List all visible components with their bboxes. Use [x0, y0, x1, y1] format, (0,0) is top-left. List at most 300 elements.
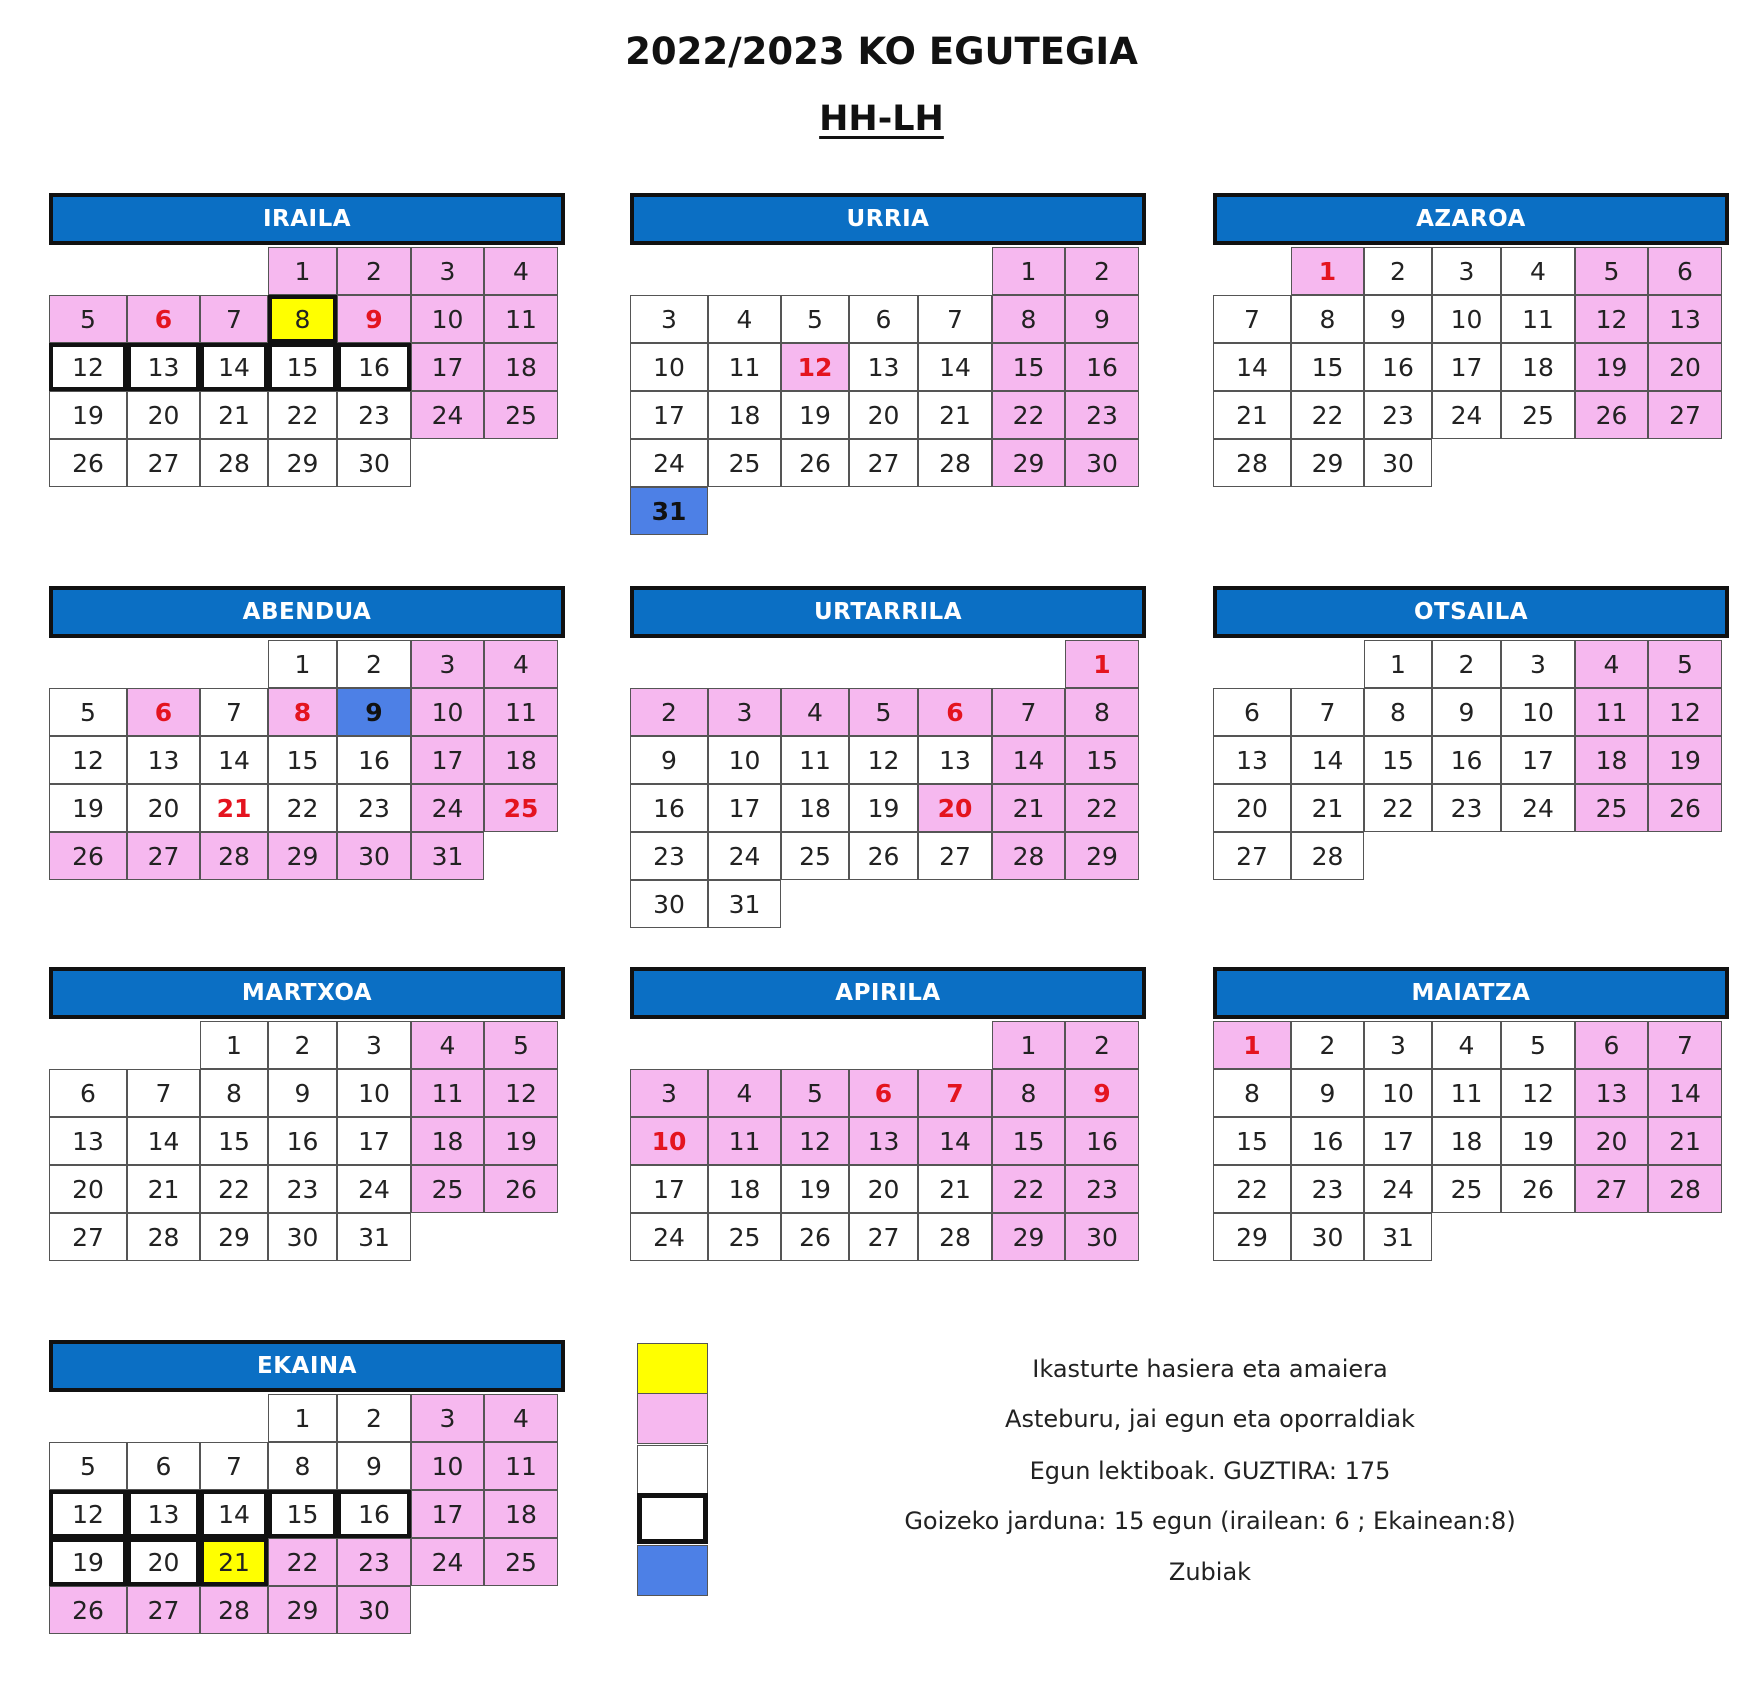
day-cell: 22 — [268, 391, 337, 439]
day-cell: 12 — [1575, 295, 1648, 343]
day-cell: 18 — [1432, 1117, 1501, 1165]
day-cell: 12 — [49, 343, 127, 391]
day-cell: 6 — [49, 1069, 127, 1117]
day-cell: 15 — [1364, 736, 1432, 784]
day-cell: 12 — [1501, 1069, 1575, 1117]
day-cell: 15 — [1065, 736, 1139, 784]
day-cell: 28 — [1291, 832, 1364, 880]
day-cell: 15 — [1213, 1117, 1291, 1165]
day-cell: 8 — [268, 295, 337, 343]
day-cell: 7 — [992, 688, 1065, 736]
month-azaroa — [1213, 193, 1729, 478]
day-cell: 20 — [127, 784, 200, 832]
day-cell: 19 — [484, 1117, 558, 1165]
day-cell: 16 — [630, 784, 708, 832]
day-cell: 7 — [200, 295, 268, 343]
day-cell: 17 — [411, 343, 484, 391]
day-cell: 23 — [1364, 391, 1432, 439]
month-iraila — [49, 193, 565, 478]
day-cell: 9 — [630, 736, 708, 784]
day-cell: 16 — [1065, 1117, 1139, 1165]
legend-text-pink: Asteburu, jai egun eta oporraldiak — [1005, 1405, 1415, 1433]
day-cell: 27 — [127, 832, 200, 880]
day-cell: 29 — [992, 439, 1065, 487]
day-cell: 28 — [1648, 1165, 1722, 1213]
day-cell: 16 — [1432, 736, 1501, 784]
day-cell: 25 — [1501, 391, 1575, 439]
day-cell: 6 — [127, 1442, 200, 1490]
month-header: EKAINA — [49, 1340, 565, 1392]
legend-swatch-blue — [637, 1545, 708, 1596]
day-cell: 1 — [1213, 1021, 1291, 1069]
day-cell: 29 — [1291, 439, 1364, 487]
day-cell: 27 — [1648, 391, 1722, 439]
day-cell: 11 — [484, 688, 558, 736]
legend-text-yellow: Ikasturte hasiera eta amaiera — [1032, 1355, 1388, 1383]
day-cell: 3 — [630, 1069, 708, 1117]
day-cell: 21 — [1213, 391, 1291, 439]
day-cell: 5 — [49, 1442, 127, 1490]
day-cell: 3 — [411, 640, 484, 688]
day-cell: 7 — [918, 1069, 992, 1117]
day-cell: 21 — [918, 1165, 992, 1213]
day-cell: 17 — [411, 736, 484, 784]
day-cell: 5 — [484, 1021, 558, 1069]
day-cell: 10 — [411, 295, 484, 343]
day-cell: 25 — [781, 832, 849, 880]
day-cell: 11 — [708, 1117, 781, 1165]
day-cell: 16 — [337, 736, 411, 784]
day-cell: 9 — [1432, 688, 1501, 736]
day-cell: 2 — [1364, 247, 1432, 295]
day-cell: 14 — [200, 736, 268, 784]
day-cell: 20 — [49, 1165, 127, 1213]
day-cell: 5 — [1501, 1021, 1575, 1069]
day-cell: 19 — [781, 1165, 849, 1213]
day-cell: 26 — [1648, 784, 1722, 832]
day-cell: 7 — [200, 688, 268, 736]
day-cell: 27 — [918, 832, 992, 880]
day-cell: 27 — [1575, 1165, 1648, 1213]
day-cell: 7 — [127, 1069, 200, 1117]
day-cell: 25 — [1432, 1165, 1501, 1213]
day-cell: 19 — [849, 784, 918, 832]
day-cell: 4 — [708, 1069, 781, 1117]
day-cell: 23 — [337, 1538, 411, 1586]
day-cell: 10 — [630, 343, 708, 391]
day-cell: 20 — [1213, 784, 1291, 832]
day-cell: 27 — [849, 1213, 918, 1261]
day-cell: 9 — [337, 688, 411, 736]
day-cell: 30 — [337, 1586, 411, 1634]
day-cell: 6 — [127, 295, 200, 343]
day-cell: 26 — [1575, 391, 1648, 439]
day-cell: 23 — [1432, 784, 1501, 832]
day-cell: 25 — [484, 784, 558, 832]
day-cell: 24 — [411, 784, 484, 832]
day-cell: 30 — [1291, 1213, 1364, 1261]
day-cell: 22 — [1291, 391, 1364, 439]
day-cell: 25 — [708, 439, 781, 487]
day-cell: 24 — [630, 439, 708, 487]
day-cell: 15 — [268, 343, 337, 391]
page-subtitle: HH-LH — [819, 99, 944, 139]
day-cell: 31 — [708, 880, 781, 928]
day-cell: 11 — [1432, 1069, 1501, 1117]
day-cell: 9 — [1291, 1069, 1364, 1117]
day-cell: 15 — [268, 736, 337, 784]
day-cell: 2 — [630, 688, 708, 736]
day-cell: 16 — [268, 1117, 337, 1165]
day-cell: 5 — [781, 295, 849, 343]
day-cell: 8 — [268, 688, 337, 736]
day-cell: 1 — [268, 1394, 337, 1442]
day-cell: 14 — [200, 343, 268, 391]
day-cell: 3 — [630, 295, 708, 343]
day-cell: 10 — [1501, 688, 1575, 736]
day-cell: 27 — [1213, 832, 1291, 880]
day-cell: 11 — [484, 1442, 558, 1490]
day-cell: 26 — [781, 1213, 849, 1261]
day-cell: 1 — [1364, 640, 1432, 688]
day-cell: 23 — [337, 391, 411, 439]
day-cell: 17 — [1432, 343, 1501, 391]
day-cell: 23 — [1065, 391, 1139, 439]
day-cell: 21 — [200, 391, 268, 439]
day-cell: 24 — [1432, 391, 1501, 439]
day-cell: 28 — [200, 1586, 268, 1634]
month-ekaina — [49, 1340, 565, 1625]
day-cell: 14 — [1213, 343, 1291, 391]
day-cell: 4 — [781, 688, 849, 736]
day-cell: 28 — [1213, 439, 1291, 487]
day-cell: 21 — [918, 391, 992, 439]
day-cell: 16 — [1065, 343, 1139, 391]
day-cell: 13 — [918, 736, 992, 784]
day-cell: 4 — [484, 1394, 558, 1442]
day-cell: 11 — [708, 343, 781, 391]
day-cell: 1 — [1065, 640, 1139, 688]
day-cell: 30 — [337, 439, 411, 487]
day-cell: 18 — [781, 784, 849, 832]
day-cell: 23 — [1065, 1165, 1139, 1213]
day-cell: 2 — [1291, 1021, 1364, 1069]
month-header: AZAROA — [1213, 193, 1729, 245]
day-cell: 15 — [992, 343, 1065, 391]
day-cell: 1 — [992, 1021, 1065, 1069]
day-cell: 30 — [1364, 439, 1432, 487]
day-cell: 11 — [1575, 688, 1648, 736]
day-cell: 17 — [1364, 1117, 1432, 1165]
day-cell: 13 — [127, 1490, 200, 1538]
day-cell: 7 — [1291, 688, 1364, 736]
day-cell: 12 — [849, 736, 918, 784]
day-cell: 11 — [1501, 295, 1575, 343]
month-maiatza — [1213, 967, 1729, 1252]
day-cell: 13 — [849, 343, 918, 391]
day-cell: 17 — [630, 391, 708, 439]
day-cell: 10 — [337, 1069, 411, 1117]
day-cell: 3 — [1501, 640, 1575, 688]
day-cell: 1 — [200, 1021, 268, 1069]
day-cell: 25 — [411, 1165, 484, 1213]
day-cell: 13 — [127, 736, 200, 784]
day-cell: 2 — [1065, 247, 1139, 295]
day-cell: 9 — [1065, 295, 1139, 343]
day-cell: 5 — [49, 688, 127, 736]
day-cell: 7 — [918, 295, 992, 343]
day-cell: 2 — [337, 640, 411, 688]
day-cell: 18 — [411, 1117, 484, 1165]
day-cell: 5 — [1575, 247, 1648, 295]
day-cell: 9 — [337, 295, 411, 343]
day-cell: 19 — [781, 391, 849, 439]
day-cell: 13 — [1213, 736, 1291, 784]
day-cell: 9 — [1364, 295, 1432, 343]
day-cell: 18 — [708, 391, 781, 439]
day-cell: 28 — [918, 439, 992, 487]
day-cell: 25 — [708, 1213, 781, 1261]
day-cell: 15 — [200, 1117, 268, 1165]
month-urtarrila — [630, 586, 1146, 919]
day-cell: 3 — [411, 247, 484, 295]
day-cell: 3 — [708, 688, 781, 736]
day-cell: 20 — [918, 784, 992, 832]
day-cell: 24 — [630, 1213, 708, 1261]
day-cell: 6 — [1575, 1021, 1648, 1069]
day-cell: 13 — [127, 343, 200, 391]
day-cell: 15 — [992, 1117, 1065, 1165]
day-cell: 22 — [1364, 784, 1432, 832]
day-cell: 27 — [849, 439, 918, 487]
day-cell: 6 — [849, 1069, 918, 1117]
day-cell: 29 — [1213, 1213, 1291, 1261]
day-cell: 19 — [49, 391, 127, 439]
day-cell: 26 — [49, 439, 127, 487]
day-cell: 23 — [337, 784, 411, 832]
day-cell: 30 — [630, 880, 708, 928]
day-cell: 2 — [268, 1021, 337, 1069]
day-cell: 8 — [1213, 1069, 1291, 1117]
day-cell: 14 — [992, 736, 1065, 784]
day-cell: 30 — [268, 1213, 337, 1261]
day-cell: 29 — [1065, 832, 1139, 880]
day-cell: 9 — [1065, 1069, 1139, 1117]
day-cell: 20 — [849, 1165, 918, 1213]
day-cell: 14 — [127, 1117, 200, 1165]
day-cell: 3 — [411, 1394, 484, 1442]
day-cell: 2 — [1432, 640, 1501, 688]
day-cell: 19 — [1501, 1117, 1575, 1165]
day-cell: 8 — [200, 1069, 268, 1117]
month-header: APIRILA — [630, 967, 1146, 1019]
day-cell: 10 — [411, 688, 484, 736]
day-cell: 5 — [781, 1069, 849, 1117]
day-cell: 25 — [484, 1538, 558, 1586]
day-cell: 23 — [630, 832, 708, 880]
day-cell: 12 — [49, 1490, 127, 1538]
day-cell: 30 — [1065, 1213, 1139, 1261]
day-cell: 30 — [1065, 439, 1139, 487]
day-cell: 14 — [1291, 736, 1364, 784]
day-cell: 20 — [127, 391, 200, 439]
day-cell: 10 — [1432, 295, 1501, 343]
day-cell: 29 — [200, 1213, 268, 1261]
day-cell: 21 — [200, 1538, 268, 1586]
day-cell: 13 — [49, 1117, 127, 1165]
day-cell: 11 — [781, 736, 849, 784]
day-cell: 25 — [484, 391, 558, 439]
month-header: URRIA — [630, 193, 1146, 245]
day-cell: 21 — [127, 1165, 200, 1213]
day-cell: 4 — [484, 247, 558, 295]
day-cell: 31 — [337, 1213, 411, 1261]
day-cell: 6 — [849, 295, 918, 343]
day-cell: 1 — [1291, 247, 1364, 295]
day-cell: 27 — [49, 1213, 127, 1261]
day-cell: 31 — [1364, 1213, 1432, 1261]
day-cell: 4 — [708, 295, 781, 343]
day-cell: 18 — [708, 1165, 781, 1213]
day-cell: 20 — [1575, 1117, 1648, 1165]
day-cell: 10 — [708, 736, 781, 784]
day-cell: 21 — [992, 784, 1065, 832]
day-cell: 19 — [1648, 736, 1722, 784]
day-cell: 11 — [411, 1069, 484, 1117]
day-cell: 17 — [708, 784, 781, 832]
day-cell: 26 — [49, 1586, 127, 1634]
day-cell: 26 — [1501, 1165, 1575, 1213]
day-cell: 2 — [1065, 1021, 1139, 1069]
day-cell: 12 — [49, 736, 127, 784]
day-cell: 4 — [1432, 1021, 1501, 1069]
day-cell: 29 — [268, 1586, 337, 1634]
day-cell: 19 — [1575, 343, 1648, 391]
day-cell: 3 — [1432, 247, 1501, 295]
day-cell: 24 — [1364, 1165, 1432, 1213]
day-cell: 28 — [200, 832, 268, 880]
day-cell: 22 — [992, 1165, 1065, 1213]
day-cell: 21 — [200, 784, 268, 832]
day-cell: 9 — [268, 1069, 337, 1117]
day-cell: 28 — [127, 1213, 200, 1261]
day-cell: 16 — [1291, 1117, 1364, 1165]
month-martxoa — [49, 967, 565, 1252]
day-cell: 18 — [484, 736, 558, 784]
day-cell: 22 — [200, 1165, 268, 1213]
day-cell: 19 — [49, 784, 127, 832]
day-cell: 24 — [337, 1165, 411, 1213]
day-cell: 17 — [411, 1490, 484, 1538]
day-cell: 3 — [1364, 1021, 1432, 1069]
day-cell: 22 — [992, 391, 1065, 439]
day-cell: 17 — [1501, 736, 1575, 784]
day-cell: 31 — [411, 832, 484, 880]
month-abendua — [49, 586, 565, 871]
day-cell: 29 — [268, 439, 337, 487]
day-cell: 16 — [1364, 343, 1432, 391]
day-cell: 30 — [337, 832, 411, 880]
day-cell: 2 — [337, 247, 411, 295]
day-cell: 20 — [849, 391, 918, 439]
day-cell: 26 — [781, 439, 849, 487]
day-cell: 8 — [1364, 688, 1432, 736]
page-title: 2022/2023 KO EGUTEGIA — [625, 30, 1138, 73]
day-cell: 2 — [337, 1394, 411, 1442]
day-cell: 22 — [1213, 1165, 1291, 1213]
day-cell: 1 — [268, 640, 337, 688]
day-cell: 24 — [708, 832, 781, 880]
day-cell: 18 — [484, 1490, 558, 1538]
day-cell: 17 — [337, 1117, 411, 1165]
month-apirila — [630, 967, 1146, 1252]
day-cell: 22 — [1065, 784, 1139, 832]
day-cell: 8 — [992, 295, 1065, 343]
day-cell: 7 — [1648, 1021, 1722, 1069]
day-cell: 24 — [411, 1538, 484, 1586]
day-cell: 10 — [411, 1442, 484, 1490]
day-cell: 21 — [1648, 1117, 1722, 1165]
day-cell: 1 — [992, 247, 1065, 295]
day-cell: 24 — [1501, 784, 1575, 832]
day-cell: 29 — [268, 832, 337, 880]
day-cell: 16 — [337, 1490, 411, 1538]
day-cell: 16 — [337, 343, 411, 391]
day-cell: 11 — [484, 295, 558, 343]
day-cell: 17 — [630, 1165, 708, 1213]
day-cell: 6 — [1648, 247, 1722, 295]
day-cell: 27 — [127, 1586, 200, 1634]
day-cell: 13 — [1648, 295, 1722, 343]
day-cell: 18 — [484, 343, 558, 391]
day-cell: 1 — [268, 247, 337, 295]
day-cell: 18 — [1501, 343, 1575, 391]
day-cell: 23 — [1291, 1165, 1364, 1213]
day-cell: 31 — [630, 487, 708, 535]
day-cell: 26 — [49, 832, 127, 880]
day-cell: 19 — [49, 1538, 127, 1586]
day-cell: 18 — [1575, 736, 1648, 784]
day-cell: 15 — [1291, 343, 1364, 391]
day-cell: 7 — [200, 1442, 268, 1490]
day-cell: 28 — [918, 1213, 992, 1261]
day-cell: 5 — [49, 295, 127, 343]
day-cell: 13 — [849, 1117, 918, 1165]
month-header: MARTXOA — [49, 967, 565, 1019]
day-cell: 10 — [1364, 1069, 1432, 1117]
day-cell: 20 — [1648, 343, 1722, 391]
day-cell: 12 — [781, 1117, 849, 1165]
legend-text-boxed: Goizeko jarduna: 15 egun (irailean: 6 ; Ekainean:8) — [904, 1507, 1516, 1535]
legend-swatch-boxed — [637, 1493, 708, 1544]
day-cell: 12 — [1648, 688, 1722, 736]
day-cell: 10 — [630, 1117, 708, 1165]
month-urria — [630, 193, 1146, 526]
day-cell: 23 — [268, 1165, 337, 1213]
day-cell: 26 — [484, 1165, 558, 1213]
day-cell: 8 — [1065, 688, 1139, 736]
month-header: MAIATZA — [1213, 967, 1729, 1019]
day-cell: 4 — [484, 640, 558, 688]
day-cell: 14 — [200, 1490, 268, 1538]
legend-text-white: Egun lektiboak. GUZTIRA: 175 — [1029, 1457, 1391, 1485]
legend-swatch-yellow — [637, 1343, 708, 1394]
day-cell: 29 — [992, 1213, 1065, 1261]
day-cell: 5 — [849, 688, 918, 736]
day-cell: 22 — [268, 1538, 337, 1586]
day-cell: 7 — [1213, 295, 1291, 343]
month-otsaila — [1213, 586, 1729, 871]
